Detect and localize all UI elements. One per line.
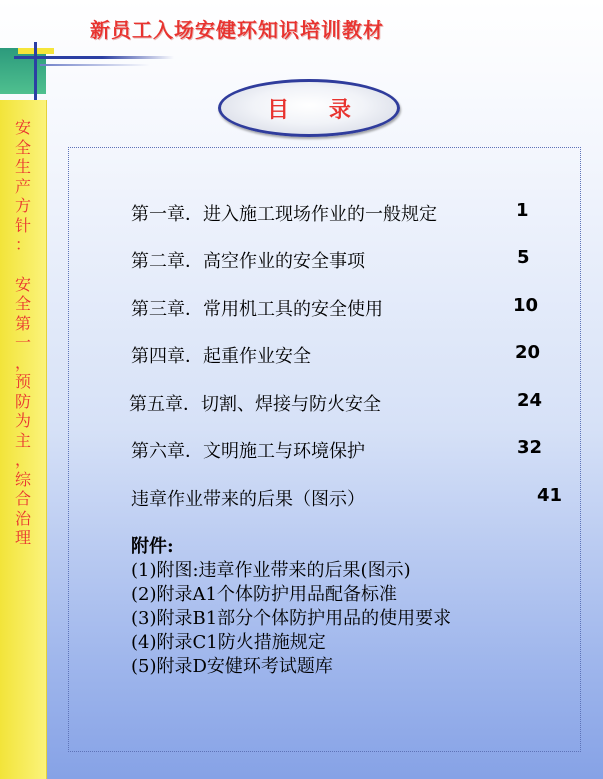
appendix-item[interactable]: (3)附录B1部分个体防护用品的使用要求 <box>131 608 452 629</box>
policy-char: 主 <box>14 430 31 450</box>
toc-page: 10 <box>513 295 539 316</box>
policy-char: 预 <box>14 372 31 391</box>
policy-char: ， <box>14 450 31 469</box>
toc-page: 24 <box>517 390 543 411</box>
policy-char: 全 <box>14 137 31 157</box>
policy-char: 防 <box>14 391 31 411</box>
appendix-list <box>131 535 451 679</box>
toc-page: 5 <box>517 247 530 268</box>
toc-page: 32 <box>517 437 543 458</box>
toc-chapter: 第一章．进入施工现场作业的一般规定 <box>131 204 437 225</box>
toc-chapter: 第二章．高空作业的安全事项 <box>131 251 365 272</box>
policy-char: 为 <box>14 411 31 430</box>
policy-char: 综 <box>14 469 31 489</box>
toc-chapter: 第三章．常用机工具的安全使用 <box>131 299 383 320</box>
toc-chapter: 第四章．起重作业安全 <box>131 346 311 367</box>
decorative-block <box>0 48 46 94</box>
policy-char: 安 <box>14 274 31 294</box>
decorative-line <box>34 42 37 102</box>
policy-char: 理 <box>14 528 31 547</box>
appendix-heading: 附件: <box>131 536 174 557</box>
decorative-line <box>40 64 150 66</box>
appendix-item[interactable]: (1)附图:违章作业带来的后果(图示) <box>131 560 411 581</box>
policy-char: 产 <box>14 176 31 196</box>
appendix-item[interactable]: (5)附录D安健环考试题库 <box>131 656 333 677</box>
toc-page: 41 <box>537 485 563 506</box>
policy-char: 合 <box>14 489 31 508</box>
toc-chapter: 违章作业带来的后果（图示） <box>131 489 365 510</box>
policy-char: 生 <box>14 157 31 176</box>
toc-page: 20 <box>515 342 541 363</box>
policy-char: ： <box>14 235 31 254</box>
toc-chapter: 第五章．切割、焊接与防火安全 <box>129 394 381 415</box>
toc-title-badge <box>218 79 400 137</box>
policy-char: 全 <box>14 294 31 313</box>
policy-char: ， <box>14 352 31 372</box>
policy-char: 安 <box>14 118 31 137</box>
toc-title: 目 录 <box>267 96 367 123</box>
policy-char: 针 <box>14 215 31 235</box>
decorative-line <box>14 56 174 59</box>
appendix-item[interactable]: (4)附录C1防火措施规定 <box>131 632 326 653</box>
safety-policy-text <box>10 118 36 548</box>
policy-char: 一 <box>14 333 31 352</box>
document-title: 新员工入场安健环知识培训教材 <box>90 18 384 42</box>
policy-char: 第 <box>14 313 31 333</box>
policy-char: 方 <box>14 196 31 215</box>
appendix-item[interactable]: (2)附录A1个体防护用品配备标准 <box>131 584 397 605</box>
policy-char: 治 <box>14 508 31 528</box>
toc-chapter: 第六章．文明施工与环境保护 <box>131 441 365 462</box>
toc-page: 1 <box>516 200 529 221</box>
